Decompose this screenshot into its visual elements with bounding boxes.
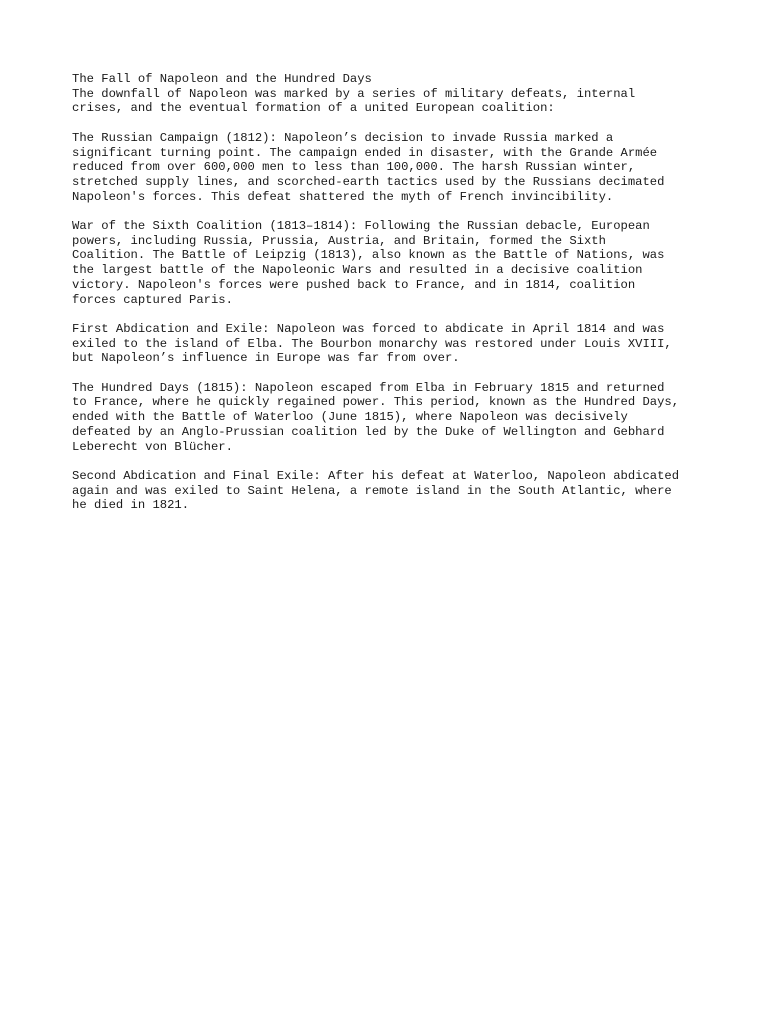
paragraph-line: significant turning point. The campaign ended in disaster, with the Grande Armée <box>72 145 658 160</box>
paragraph-line: defeated by an Anglo-Prussian coalition led by the Duke of Wellington and Gebhard <box>72 424 665 439</box>
intro-block <box>72 72 712 116</box>
paragraph-line: The Hundred Days (1815): Napoleon escaped from Elba in February 1815 and returned <box>72 380 665 395</box>
section-second-abdication <box>72 469 712 513</box>
section-hundred-days <box>72 381 712 455</box>
paragraph-line: forces captured Paris. <box>72 292 233 307</box>
paragraph-line: he died in 1821. <box>72 498 190 513</box>
paragraph-line: Leberecht von Blücher. <box>72 439 233 454</box>
paragraph-line: victory. Napoleon's forces were pushed back to France, and in 1814, coalition <box>72 277 636 292</box>
paragraph-line: powers, including Russia, Prussia, Austria, and Britain, formed the Sixth <box>72 233 606 248</box>
paragraph-line: reduced from over 600,000 men to less than 100,000. The harsh Russian winter, <box>72 160 636 175</box>
intro-line: crises, and the eventual formation of a united European coalition: <box>72 101 555 116</box>
paragraph-line: The Russian Campaign (1812): Napoleon’s decision to invade Russia marked a <box>72 130 614 145</box>
paragraph-line: stretched supply lines, and scorched-earth tactics used by the Russians decimated <box>72 174 665 189</box>
section-first-abdication <box>72 322 712 366</box>
intro-line: The downfall of Napoleon was marked by a series of military defeats, internal <box>72 86 636 101</box>
paragraph-line: Napoleon's forces. This defeat shattered the myth of French invincibility. <box>72 189 614 204</box>
paragraph-line: but Napoleon’s influence in Europe was far from over. <box>72 351 460 366</box>
section-russian-campaign <box>72 131 712 205</box>
paragraph-line: ended with the Battle of Waterloo (June 1815), where Napoleon was decisively <box>72 410 628 425</box>
paragraph-line: Second Abdication and Final Exile: After his defeat at Waterloo, Napoleon abdicated <box>72 468 680 483</box>
document-page <box>72 72 712 528</box>
paragraph-line: to France, where he quickly regained power. This period, known as the Hundred Days, <box>72 395 680 410</box>
paragraph-line: War of the Sixth Coalition (1813–1814): Following the Russian debacle, European <box>72 219 650 233</box>
paragraph-line: again and was exiled to Saint Helena, a remote island in the South Atlantic, where <box>72 483 672 498</box>
paragraph-line: First Abdication and Exile: Napoleon was forced to abdicate in April 1814 and was <box>72 321 665 336</box>
document-title: The Fall of Napoleon and the Hundred Days <box>72 72 372 86</box>
paragraph-line: exiled to the island of Elba. The Bourbon monarchy was restored under Louis XVIII, <box>72 336 672 351</box>
section-sixth-coalition <box>72 219 712 307</box>
paragraph-line: Coalition. The Battle of Leipzig (1813), also known as the Battle of Nations, was <box>72 248 665 263</box>
paragraph-line: the largest battle of the Napoleonic Wars and resulted in a decisive coalition <box>72 263 643 278</box>
